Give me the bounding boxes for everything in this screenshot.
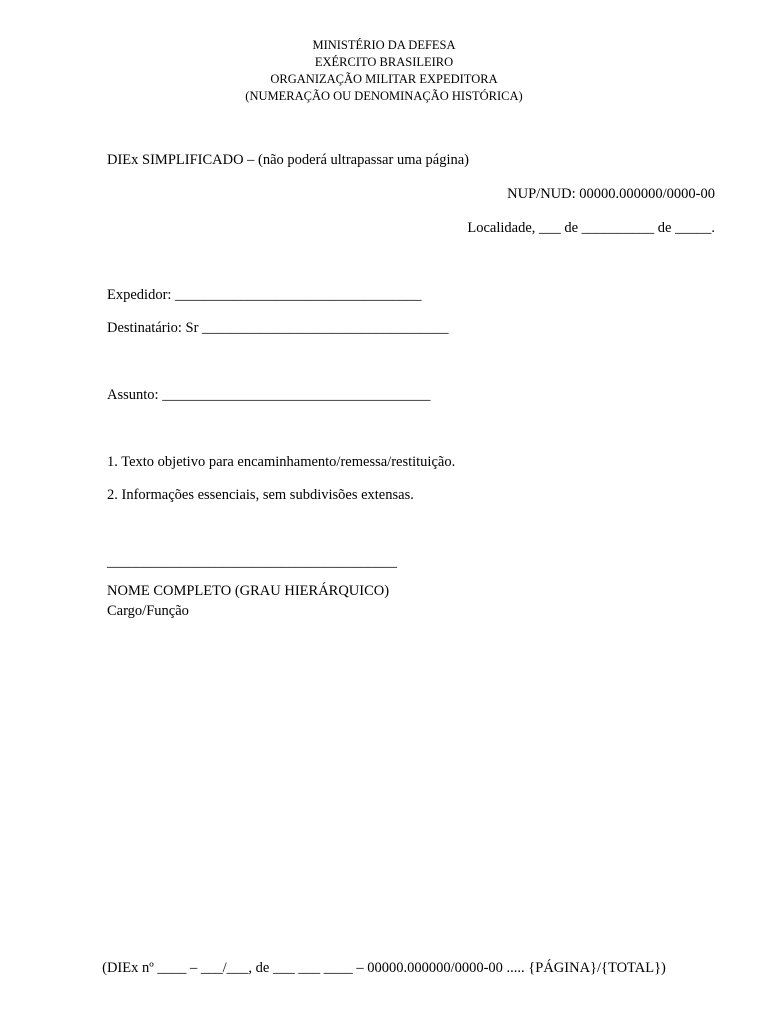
locality-date: Localidade, ___ de __________ de _____. [467, 220, 715, 236]
signature-block [107, 552, 397, 621]
signer-role: Cargo/Função [107, 603, 189, 619]
recipient-field: Destinatário: Sr __________________________________ [107, 320, 449, 336]
page-footer: (DIEx nº ____ – ___/___, de ___ ___ ____ – 00000.000000/0000-00 ..... {PÁGINA}/{TOTAL}) [102, 960, 666, 976]
nup-number: NUP/NUD: 00000.000000/0000-00 [507, 186, 715, 202]
body-item-1: 1. Texto objetivo para encaminhamento/remessa/restituição. [107, 454, 456, 470]
subject-field: Assunto: _____________________________________ [107, 387, 431, 403]
header-army: EXÉRCITO BRASILEIRO [314, 55, 454, 69]
sender-field: Expedidor: __________________________________ [107, 287, 422, 303]
header-organization: ORGANIZAÇÃO MILITAR EXPEDITORA [270, 72, 498, 86]
signature-line: ________________________________________ [107, 554, 397, 570]
header-ministry: MINISTÉRIO DA DEFESA [312, 38, 456, 52]
body-item-2: 2. Informações essenciais, sem subdivisões extensas. [107, 487, 414, 503]
document-title: DIEx SIMPLIFICADO – (não poderá ultrapassar uma página) [107, 152, 470, 168]
header-historical-name: (NUMERAÇÃO OU DENOMINAÇÃO HISTÓRICA) [245, 89, 523, 103]
document-header [0, 37, 768, 105]
signer-name: NOME COMPLETO (GRAU HIERÁRQUICO) [107, 583, 390, 599]
